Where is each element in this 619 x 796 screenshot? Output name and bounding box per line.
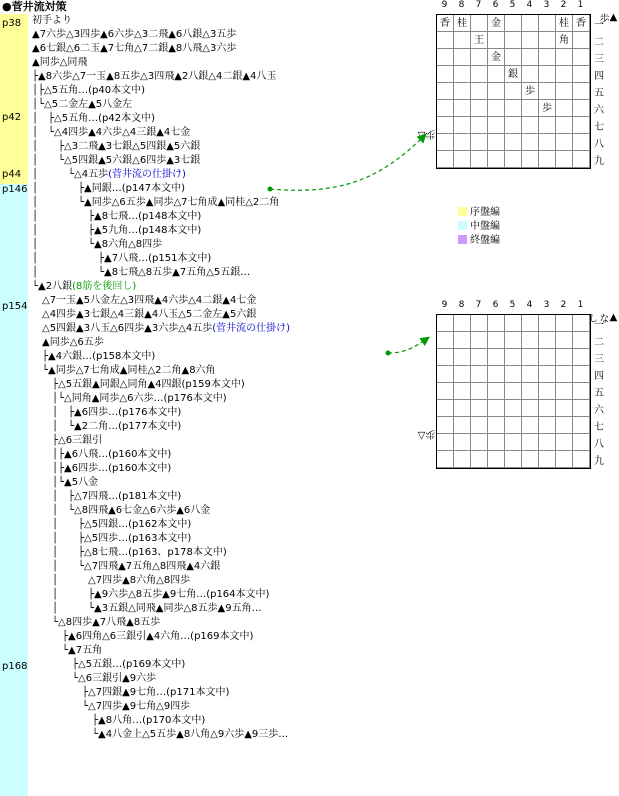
rank-number: 一 <box>594 20 604 31</box>
tree-line-text: │├▲6四歩…(p160本文中) <box>32 463 172 474</box>
tree-line-text: │ △7四歩▲8六角△8四歩 <box>32 575 191 586</box>
tree-line-text: △7一玉▲5八金左△3四飛▲4六歩△4二銀▲4七金 <box>32 295 257 306</box>
tree-line-text: └△7四歩▲9七角△9四歩 <box>32 701 191 712</box>
tree-line-text: △4四歩▲3七銀△4三銀▲4八玉△5二金左▲5六銀 <box>32 309 257 320</box>
board-square: 桂 <box>556 15 573 32</box>
tree-line-text: ├▲8六歩△7一玉▲8五歩△3四飛▲2八銀△4二銀▲4八玉 <box>32 71 277 82</box>
file-number: 5 <box>509 0 516 10</box>
arrow-2 <box>388 338 428 353</box>
file-number: 3 <box>543 0 550 10</box>
file-number: 6 <box>492 300 499 310</box>
tree-line-text: │ └△7四飛▲7五角△8四飛▲4六銀 <box>32 561 221 572</box>
tree-line-text: └▲2八銀 <box>32 281 73 292</box>
file-number: 4 <box>526 300 533 310</box>
file-number: 9 <box>441 0 448 10</box>
rank-number: 二 <box>594 337 604 348</box>
page-label-p42: p42 <box>2 112 22 123</box>
arrow-1 <box>270 135 425 190</box>
tree-line-text: 初手より <box>32 15 72 26</box>
file-number: 8 <box>458 0 465 10</box>
file-number: 1 <box>577 300 584 310</box>
tree-line-text: △5四銀▲3八玉△6四歩▲3六歩△4五歩 <box>32 323 213 334</box>
tree-line-text: │ └△4四歩▲4六歩△4三銀▲4七金 <box>32 127 191 138</box>
tree-line-text: │├▲6八飛…(p160本文中) <box>32 449 172 460</box>
tree-line-text: │ ├△5四歩…(p163本文中) <box>32 533 192 544</box>
tree-line-text: ▲7六歩△3四歩▲6六歩△3二飛▲6八銀△3五歩 <box>32 29 237 40</box>
page-title: ●菅井流対策 <box>2 0 67 13</box>
legend-end-label: 終盤編 <box>470 235 500 246</box>
gote-hand: ▲歩 <box>597 12 619 23</box>
file-number: 9 <box>441 300 448 310</box>
tree-line-text: │ └△8四飛▲6七金△6六歩▲6八金 <box>32 505 211 516</box>
file-number: 4 <box>526 0 533 10</box>
sugai-trigger-highlight: (菅井流の仕掛け) <box>108 169 186 180</box>
file-number: 7 <box>475 300 482 310</box>
rank-number: 四 <box>594 371 604 382</box>
tree-line-text: │ └▲2二角…(p177本文中) <box>32 421 182 432</box>
rank-number: 九 <box>594 456 604 467</box>
tree-line-text: ├▲6四角△6三銀引▲4六角…(p169本文中) <box>32 631 254 642</box>
tree-line-text: └▲4八金上△5五歩▲8八角△9六歩▲9三歩… <box>32 729 289 740</box>
tree-line-text: ├△5五銀▲同銀△同角▲4四銀(p159本文中) <box>32 379 245 390</box>
legend-middle-label: 中盤編 <box>470 221 500 232</box>
tree-line-text: │ └▲同歩△6五歩▲同歩△7七角成▲同桂△2二角 <box>32 197 280 208</box>
tree-line-text: ├▲8八角…(p170本文中) <box>32 715 206 726</box>
tree-line-text: │ └▲8六角△8四歩 <box>32 239 163 250</box>
board-square: 歩 <box>539 100 556 117</box>
tree-line-text: ▲同歩△同飛 <box>32 57 88 68</box>
legend-opening-label: 序盤編 <box>470 207 500 218</box>
rank-number: 一 <box>594 320 604 331</box>
tree-line-text: └△8四歩▲7八飛▲8五歩 <box>32 617 161 628</box>
rank-number: 八 <box>594 139 604 150</box>
tree-line-text: │ ├▲同銀…(p147本文中) <box>32 183 185 194</box>
file-number: 2 <box>560 300 567 310</box>
file-number: 1 <box>577 0 584 10</box>
file-number: 7 <box>475 0 482 10</box>
rank-number: 七 <box>594 122 604 133</box>
board-square: 桂 <box>454 15 471 32</box>
tree-line-text: │ └△4五歩 <box>32 169 109 180</box>
tree-line-text: │ └▲8七飛△8五歩▲7五角△5五銀… <box>32 267 251 278</box>
sente-hand: △歩 <box>416 430 438 441</box>
page-label-p146: p146 <box>2 184 28 195</box>
rank-number: 五 <box>594 388 604 399</box>
tree-line-text: └▲7五角 <box>32 645 103 656</box>
tree-line-text: ├△7四銀▲9七角…(p171本文中) <box>32 687 230 698</box>
tree-line-text: ├▲4六銀…(p158本文中) <box>32 351 156 362</box>
rank-number: 九 <box>594 156 604 167</box>
sugai-trigger-highlight: (菅井流の仕掛け) <box>212 323 291 334</box>
board-square: 香 <box>573 15 590 32</box>
board-square: 金 <box>488 15 505 32</box>
file-number: 8 <box>458 300 465 310</box>
file-number: 6 <box>492 0 499 10</box>
file-number: 3 <box>543 300 550 310</box>
board-square: 金 <box>488 49 505 66</box>
page-label-p154: p154 <box>2 301 28 312</box>
tree-line-text: │ ├△7四飛…(p181本文中) <box>32 491 182 502</box>
rank-number: 三 <box>594 54 604 65</box>
rank-number: 三 <box>594 354 604 365</box>
tree-line-text: │ ├▲5九角…(p148本文中) <box>32 225 202 236</box>
board-square: 香 <box>437 15 454 32</box>
sente-hand: △歩 <box>416 130 438 141</box>
board-square: 角 <box>556 32 573 49</box>
tree-line-text: │ ├▲6四歩…(p176本文中) <box>32 407 182 418</box>
file-number: 5 <box>509 300 516 310</box>
tree-line-text: │├△5五角…(p40本文中) <box>32 85 145 96</box>
tree-line-text: ▲6七銀△6二玉▲7七角△7二銀▲8八飛△3六歩 <box>32 43 237 54</box>
board-square: 銀 <box>505 66 522 83</box>
board-square: 歩 <box>522 83 539 100</box>
page-label-p168: p168 <box>2 661 28 672</box>
rank-number: 六 <box>594 105 604 116</box>
tree-line-text: │ ├△3二飛▲3七銀△5四銀▲5六銀 <box>32 141 201 152</box>
note-label: (8筋を後回し) <box>72 281 137 292</box>
file-number: 2 <box>560 0 567 10</box>
tree-line-text: │ └▲3五銀△同飛▲同歩△8五歩▲9五角… <box>32 603 262 614</box>
board-square: 王 <box>471 32 488 49</box>
tree-line-text: │ ├△5四銀…(p162本文中) <box>32 519 192 530</box>
gote-hand: ▲なし <box>586 312 619 323</box>
tree-line-text: ▲同歩△6五歩 <box>32 337 104 348</box>
rank-number: 四 <box>594 71 604 82</box>
tree-line-text: │└△5二金左▲5八金左 <box>32 99 133 110</box>
tree-line-text: │ ├△8七飛…(p163、p178本文中) <box>32 547 227 558</box>
rank-number: 二 <box>594 37 604 48</box>
rank-number: 七 <box>594 422 604 433</box>
page-label-p44: p44 <box>2 169 22 180</box>
tree-line-text: │ └△5四銀▲5六銀△6四歩▲3七銀 <box>32 155 201 166</box>
tree-line-text: │ ├▲7八飛…(p151本文中) <box>32 253 212 264</box>
tree-line-text: └▲同歩△7七角成▲同桂△2二角▲8六角 <box>32 365 216 376</box>
tree-line-text: ├△6三銀引 <box>32 435 103 446</box>
tree-line-text: │ ├▲8七飛…(p148本文中) <box>32 211 202 222</box>
tree-line-text: │└△同角▲同歩△6六歩…(p176本文中) <box>32 393 227 404</box>
rank-number: 八 <box>594 439 604 450</box>
tree-line-text: │ ├△5五角…(p42本文中) <box>32 113 155 124</box>
tree-line-text: │ ├▲9六歩△8五歩▲9七角…(p164本文中) <box>32 589 270 600</box>
rank-number: 五 <box>594 88 604 99</box>
tree-line-text: └△6三銀引▲9六歩 <box>32 673 157 684</box>
rank-number: 六 <box>594 405 604 416</box>
page-label-p38: p38 <box>2 18 22 29</box>
tree-line-text: │└▲5八金 <box>32 477 99 488</box>
tree-line-text: ├△5五銀…(p169本文中) <box>32 659 186 670</box>
